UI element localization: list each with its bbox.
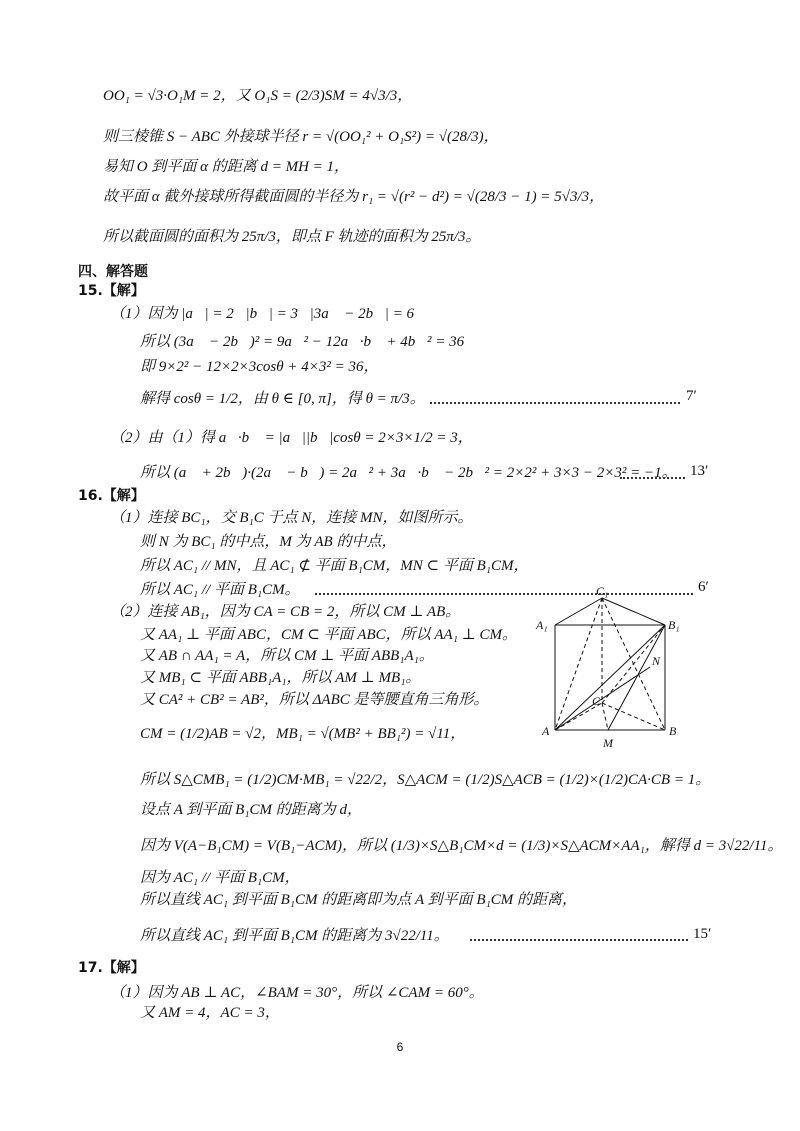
- solution-line: 即 9×2² − 12×2×3cosθ + 4×3² = 36，: [140, 359, 379, 375]
- solution-line: 所以截面圆的面积为 25π/3，即点 F 轨迹的面积为 25π/3。: [103, 229, 481, 245]
- solution-line: 所以 (3a⃗ − 2b⃗)² = 9a⃗² − 12a⃗·b⃗ + 4b⃗² = 36，: [140, 334, 476, 350]
- score-mark: 15′: [693, 926, 712, 942]
- score-mark: 6′: [698, 579, 709, 595]
- solution-line: 设点 A 到平面 B₁CM 的距离为 d，: [140, 802, 363, 818]
- vertex-label-c1: C₁: [596, 585, 609, 598]
- vertex-label-b1: B₁: [668, 618, 680, 632]
- solution-line: （2）由（1）得 a⃗·b⃗ = |a⃗||b⃗|cosθ = 2×3×1/2 = 3，: [110, 430, 473, 446]
- solution-line: （2）连接 AB₁，因为 CA = CB = 2，所以 CM ⊥ AB。: [110, 604, 461, 620]
- point-label-m: M: [603, 736, 613, 750]
- solution-line: 因为 AC₁ // 平面 B₁CM，: [140, 870, 300, 886]
- solution-line: 所以直线 AC₁ 到平面 B₁CM 的距离即为点 A 到平面 B₁CM 的距离，: [140, 892, 578, 908]
- score-mark: 13′: [690, 463, 709, 479]
- vertex-label-a: A: [542, 724, 550, 738]
- solution-line: 所以 (a⃗ + 2b⃗)·(2a⃗ − b⃗) = 2a⃗² + 3a⃗·b⃗ − 2b⃗² = 2×2² + 3×3 − 2×3² = −1。: [140, 465, 677, 481]
- problem-15-heading: 15.【解】: [78, 283, 145, 299]
- vertex-label-a1: A₁: [536, 618, 548, 632]
- solution-line: 易知 O 到平面 α 的距离 d = MH = 1，: [103, 159, 350, 175]
- prism-figure: [530, 585, 695, 755]
- problem-16-heading: 16.【解】: [78, 488, 145, 504]
- score-mark: 7′: [686, 388, 697, 404]
- solution-line: 因为 V(A−B₁CM) = V(B₁−ACM)，所以 (1/3)×S△B₁CM×d = (1/3)×S△ACM×AA₁，解得 d = 3√22/11。: [140, 838, 783, 854]
- point-label-n: N: [652, 654, 661, 668]
- solution-line: 所以 AC₁ // MN，且 AC₁ ⊄ 平面 B₁CM，MN ⊂ 平面 B₁CM，: [140, 558, 529, 574]
- solution-line: 故平面 α 截外接球所得截面圆的半径为 r₁ = √(r² − d²) = √(28/3 − 1) = 5√3/3，: [103, 189, 605, 205]
- solution-line: CM = (1/2)AB = √2，MB₁ = √(MB² + BB₁²) = √11，: [140, 726, 466, 742]
- solution-line: （1）连接 BC₁，交 B₁C 于点 N，连接 MN，如图所示。: [110, 510, 473, 526]
- dotted-leader: [620, 477, 685, 479]
- problem-17-heading: 17.【解】: [78, 960, 145, 976]
- solution-line: 又 MB₁ ⊂ 平面 ABB₁A₁，所以 AM ⊥ MB₁。: [140, 670, 421, 686]
- solution-line: 又 AA₁ ⊥ 平面 ABC，CM ⊂ 平面 ABC，所以 AA₁ ⊥ CM。: [140, 627, 518, 643]
- vertex-label-b: B: [669, 724, 677, 738]
- solution-line: 又 AM = 4，AC = 3，: [140, 1005, 280, 1021]
- section-heading: 四、解答题: [78, 264, 148, 280]
- solution-line: 所以 S△CMB₁ = (1/2)CM·MB₁ = √22/2，S△ACM = (1/2)S△ACB = (1/2)×(1/2)CA·CB = 1。: [140, 772, 711, 788]
- solution-line: 解得 cosθ = 1/2，由 θ ∈ [0, π]，得 θ = π/3。: [140, 391, 425, 407]
- solution-line: 则三棱锥 S − ABC 外接球半径 r = √(OO₁² + O₁S²) = √(28/3)，: [103, 129, 499, 145]
- solution-line: 又 CA² + CB² = AB²，所以 ΔABC 是等腰直角三角形。: [140, 692, 489, 708]
- solution-line: OO₁ = √3·O₁M = 2，又 O₁S = (2/3)SM = 4√3/3，: [103, 88, 413, 104]
- solution-line: （1）因为 AB ⊥ AC，∠BAM = 30°，所以 ∠CAM = 60°。: [110, 985, 484, 1001]
- dotted-leader: [430, 402, 680, 404]
- solution-line: 则 N 为 BC₁ 的中点，M 为 AB 的中点，: [140, 534, 397, 550]
- page-number: 6: [396, 1040, 404, 1054]
- solution-line: 又 AB ∩ AA₁ = A，所以 CM ⊥ 平面 ABB₁A₁。: [140, 648, 434, 664]
- solution-line: 所以 AC₁ // 平面 B₁CM。: [140, 582, 300, 598]
- dotted-leader: [470, 939, 688, 941]
- solution-line: 所以直线 AC₁ 到平面 B₁CM 的距离为 3√22/11。: [140, 928, 449, 944]
- solution-line: （1）因为 |a⃗| = 2，|b⃗| = 3，|3a⃗ − 2b⃗| = 6，: [110, 306, 426, 322]
- vertex-label-c: C: [592, 694, 601, 708]
